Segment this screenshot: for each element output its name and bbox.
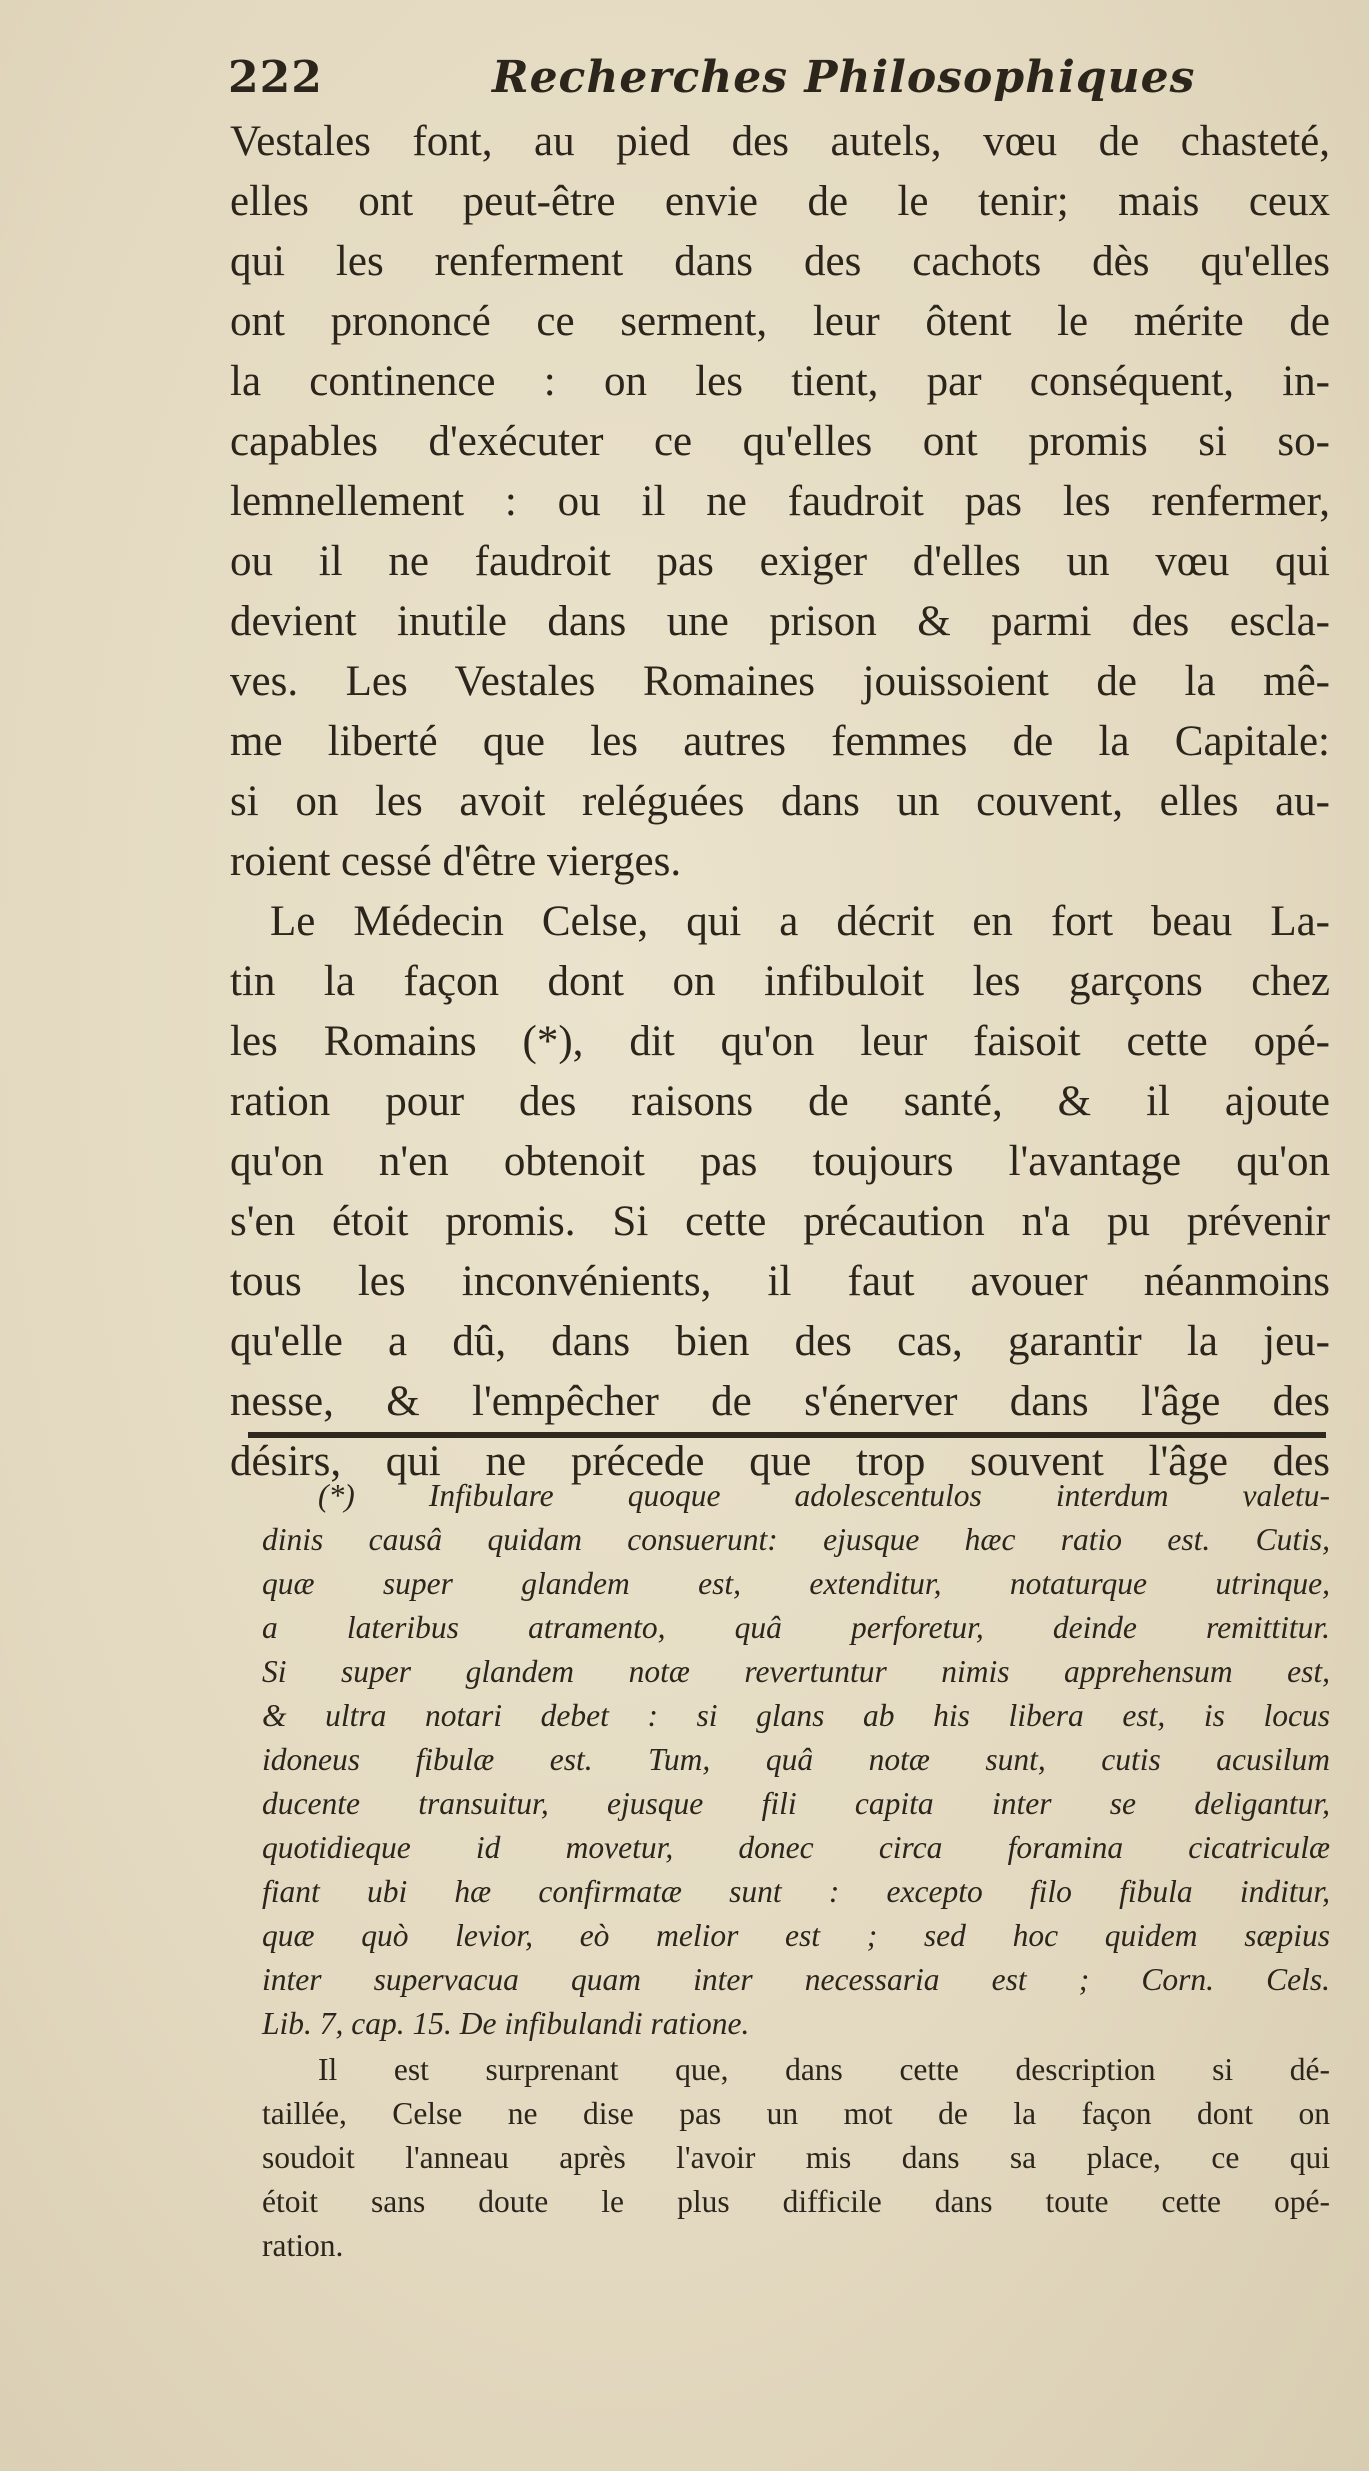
running-head: Recherches Philosophiques (492, 52, 1196, 103)
footnote-line: inter supervacua quam inter necessaria est ; Corn. Cels. (262, 1962, 1330, 1997)
footnote-line: ducente transuitur, ejusque fili capita inter se deligantur, (262, 1786, 1330, 1821)
footnote-line: quæ super glandem est, extenditur, notaturque utrinque, (262, 1566, 1330, 1601)
footnote-line: a lateribus atramento, quâ perforetur, deinde remittitur. (262, 1610, 1330, 1645)
text-line: ou il ne faudroit pas exiger d'elles un vœu qui (230, 538, 1330, 585)
text-line: lemnellement : ou il ne faudroit pas les renfermer, (230, 478, 1330, 525)
main-text (230, 112, 1330, 1492)
footnote-divider (248, 1432, 1326, 1438)
footnote-line: (*) Infibulare quoque adolescentulos interdum valetu- (318, 1478, 1330, 1513)
text-line: la continence : on les tient, par conséquent, in- (230, 358, 1330, 405)
text-line: capables d'exécuter ce qu'elles ont promis si so- (230, 418, 1330, 465)
footnote-line: étoit sans doute le plus difficile dans toute cette opé- (262, 2184, 1330, 2219)
text-line: devient inutile dans une prison & parmi des escla- (230, 598, 1330, 645)
text-line: nesse, & l'empêcher de s'énerver dans l'âge des (230, 1378, 1330, 1425)
text-line: ont prononcé ce serment, leur ôtent le mérite de (230, 298, 1330, 345)
footnote-line: Si super glandem notæ revertuntur nimis apprehensum est, (262, 1654, 1330, 1689)
text-line: me liberté que les autres femmes de la Capitale: (230, 718, 1330, 765)
text-line: Vestales font, au pied des autels, vœu de chasteté, (230, 118, 1330, 165)
footnote-line: quæ quò levior, eò melior est ; sed hoc quidem sæpius (262, 1918, 1330, 1953)
footnote-line: & ultra notari debet : si glans ab his libera est, is locus (262, 1698, 1330, 1733)
footnote (262, 1474, 1330, 2268)
text-line: qui les renferment dans des cachots dès qu'elles (230, 238, 1330, 285)
footnote-line: fiant ubi hæ confirmatæ sunt : excepto filo fibula inditur, (262, 1874, 1330, 1909)
text-line: tin la façon dont on infibuloit les garçons chez (230, 958, 1330, 1005)
footnote-line: idoneus fibulæ est. Tum, quâ notæ sunt, cutis acusilum (262, 1742, 1330, 1777)
footnote-line: soudoit l'anneau après l'avoir mis dans sa place, ce qui (262, 2140, 1330, 2175)
text-line: si on les avoit reléguées dans un couvent, elles au- (230, 778, 1330, 825)
footnote-line: Il est surprenant que, dans cette description si dé- (318, 2052, 1330, 2087)
text-line: s'en étoit promis. Si cette précaution n'a pu prévenir (230, 1198, 1330, 1245)
footnote-line: dinis causâ quidam consuerunt: ejusque hæc ratio est. Cutis, (262, 1522, 1330, 1557)
page-number: 222 (228, 52, 323, 103)
footnote-line: quotidieque id movetur, donec circa foramina cicatriculæ (262, 1830, 1330, 1865)
text-line: roient cessé d'être vierges. (230, 838, 682, 885)
text-line: qu'on n'en obtenoit pas toujours l'avantage qu'on (230, 1138, 1330, 1185)
text-line: ves. Les Vestales Romaines jouissoient de la mê- (230, 658, 1330, 705)
text-line: Le Médecin Celse, qui a décrit en fort beau La- (270, 898, 1330, 945)
footnote-line: Lib. 7, cap. 15. De infibulandi ratione. (262, 2006, 750, 2041)
text-line: qu'elle a dû, dans bien des cas, garantir la jeu- (230, 1318, 1330, 1365)
text-line: ration pour des raisons de santé, & il ajoute (230, 1078, 1330, 1125)
footnote-line: ration. (262, 2228, 344, 2263)
text-line: les Romains (*), dit qu'on leur faisoit cette opé- (230, 1018, 1330, 1065)
text-line: elles ont peut-être envie de le tenir; mais ceux (230, 178, 1330, 225)
footnote-line: taillée, Celse ne dise pas un mot de la façon dont on (262, 2096, 1330, 2131)
text-line: désirs, qui ne précede que trop souvent l'âge des (230, 1438, 1330, 1485)
text-line: tous les inconvénients, il faut avouer néanmoins (230, 1258, 1330, 1305)
